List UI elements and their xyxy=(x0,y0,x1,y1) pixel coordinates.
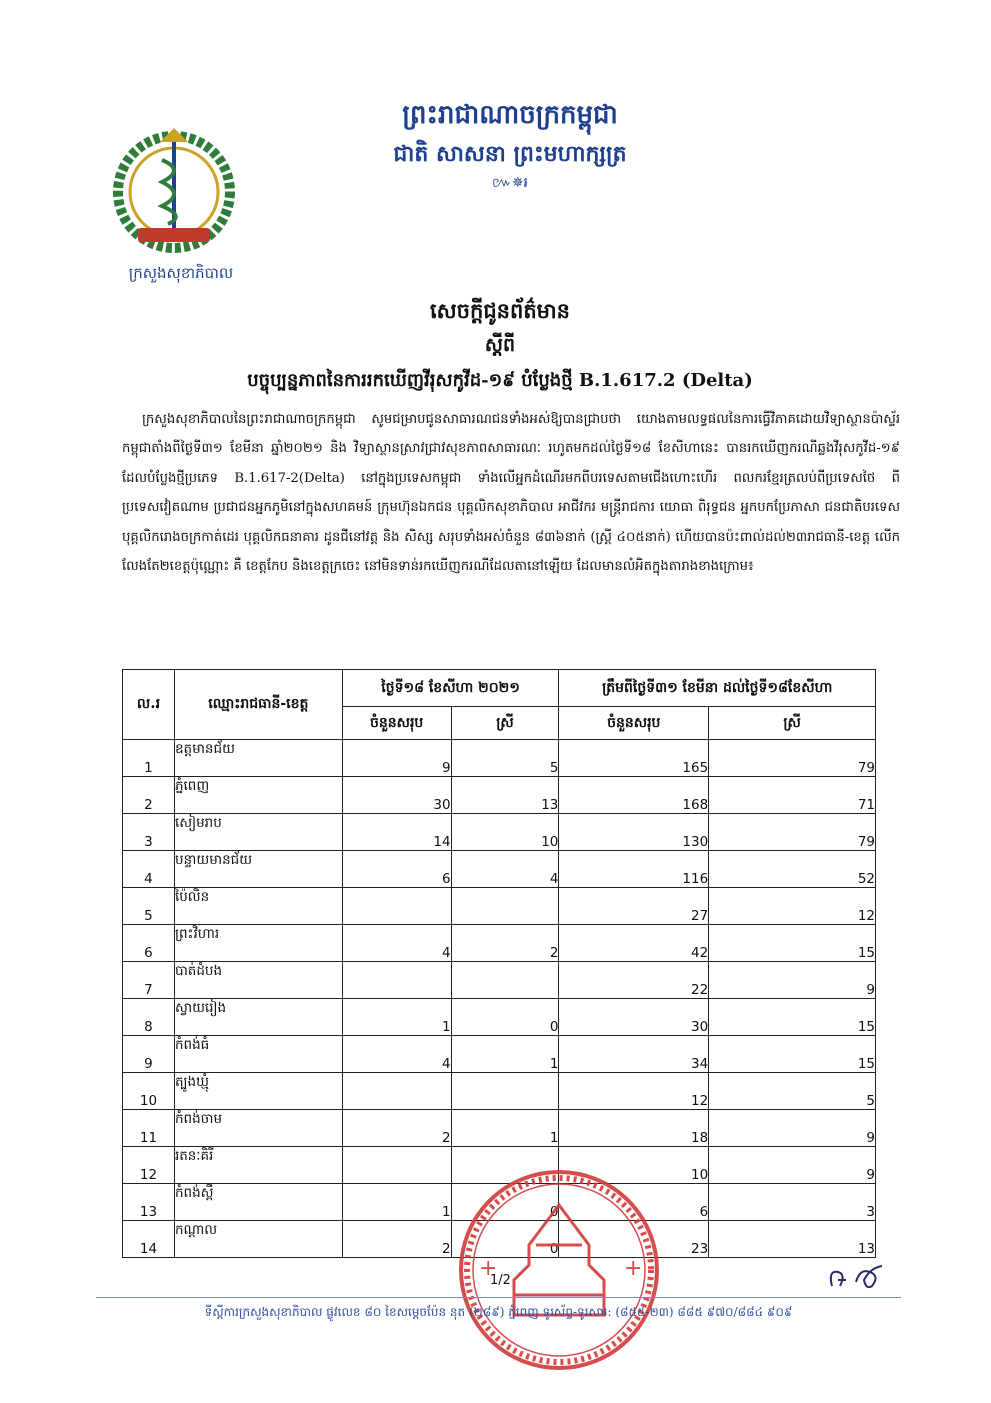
caduceus-icon xyxy=(160,128,188,232)
day-total: 2 xyxy=(342,1221,451,1258)
cum-total: 18 xyxy=(559,1110,709,1147)
cum-total: 116 xyxy=(559,851,709,888)
cum-total: 6 xyxy=(559,1184,709,1221)
cum-total: 27 xyxy=(559,888,709,925)
table-row xyxy=(123,925,876,962)
header-no: ល.រ xyxy=(123,670,175,740)
cum-female: 15 xyxy=(709,1036,876,1073)
cum-female: 15 xyxy=(709,925,876,962)
stamp-cross-left-icon: + xyxy=(479,1256,498,1281)
province-name: បាត់ដំបង xyxy=(174,962,342,999)
row-number: 2 xyxy=(123,777,175,814)
body-paragraph: ក្រសួងសុខាភិបាលនៃព្រះរាជាណាចក្រកម្ពុជា សូមជម្រាបជូនសាធារណជនទាំងអស់ឱ្យបានជ្រាបថា យោងតាមលទ្ធផលនៃការធ្វើវិភាគដោយវិទ្យាស្ថានប៉ាស្ទ័រកម្ពុជាតាំងពីថ្ងៃទី៣១ ខែមីនា ឆ្នាំ២០២១ និង វិទ្យាស្ថានស្រាវជ្រាវសុខភាពសាធារណៈ រហូតមកដល់ថ្ងៃទី១៨ ខែសីហានេះ បានរកឃើញករណីឆ្លងវីរុសកូវីដ-១៩ ដែលបំប្លែងថ្មីប្រភេទ B.1.617-2(Delta) នៅក្នុងប្រទេសកម្ពុជា ទាំងលើអ្នកដំណើរមកពីបរទេសតាមជើងហោះហើរ ពលករខ្មែរត្រលប់ពីប្រទេសថៃ ពីប្រទេសវៀតណាម ប្រជាជនអ្នកភូមិនៅក្នុងសហគមន៍ ក្រុមហ៊ុនឯកជន បុគ្គលិកសុខាភិបាល អាជីវករ មន្ត្រីរាជការ យោធា ពិរុទ្ធជន អ្នកបកប្រែភាសា ជនជាតិបរទេស បុគ្គលិករោងចក្រកាត់ដេរ បុគ្គលិកធនាគារ ដូនជីនៅវត្ត និង សិស្ស សរុបទាំងអស់ចំនួន ៨៣៦នាក់ (ស្ត្រី ៤០៥នាក់) ហើយបានប៉ះពាល់ដល់២៣រាជធានី-ខេត្ត លើកលែងតែ២ខេត្តប៉ុណ្ណោះ គឺ ខេត្តកែប និងខេត្តក្រចេះ នៅមិនទាន់រកឃើញករណីដែលតានៅឡើយ ដែលមានលំអិតក្នុងតារាងខាងក្រោម៖ xyxy=(122,412,900,575)
table-row xyxy=(123,888,876,925)
day-female: 1 xyxy=(451,1036,559,1073)
province-name: រតនៈគិរី xyxy=(174,1147,342,1184)
ministry-emblem xyxy=(104,120,244,260)
footer-divider xyxy=(96,1297,901,1298)
cum-total: 165 xyxy=(559,740,709,777)
province-name: ត្បូងឃ្មុំ xyxy=(174,1073,342,1110)
cum-female: 12 xyxy=(709,888,876,925)
table-row xyxy=(123,814,876,851)
province-name: បន្ទាយមានជ័យ xyxy=(174,851,342,888)
kingdom-heading: ព្រះរាជាណាចក្រកម្ពុជា xyxy=(402,100,618,130)
province-name: កំពង់ចាម xyxy=(174,1110,342,1147)
row-number: 12 xyxy=(123,1147,175,1184)
day-female: 0 xyxy=(451,1184,559,1221)
province-name: សៀមរាប xyxy=(174,814,342,851)
row-number: 6 xyxy=(123,925,175,962)
day-total: 9 xyxy=(342,740,451,777)
day-female: 10 xyxy=(451,814,559,851)
day-female: 1 xyxy=(451,1110,559,1147)
header-cum-total: ចំនួនសរុប xyxy=(559,707,709,740)
cum-total: 12 xyxy=(559,1073,709,1110)
cum-total: 168 xyxy=(559,777,709,814)
row-number: 9 xyxy=(123,1036,175,1073)
national-motto: ជាតិ សាសនា ព្រះមហាក្សត្រ xyxy=(393,141,627,167)
province-name: ព្រះវិហារ xyxy=(174,925,342,962)
day-total: 1 xyxy=(342,1184,451,1221)
cum-female: 5 xyxy=(709,1073,876,1110)
day-female xyxy=(451,888,559,925)
table-row xyxy=(123,1110,876,1147)
day-female: 13 xyxy=(451,777,559,814)
row-number: 14 xyxy=(123,1221,175,1258)
document-topic: បច្ចុប្បន្នភាពនៃការរកឃើញវីរុសកូវីដ-១៩ បំប្លែងថ្មី B.1.617.2 (Delta) xyxy=(247,370,753,391)
table-row xyxy=(123,1073,876,1110)
day-total: 4 xyxy=(342,1036,451,1073)
document-subtitle: ស្តីពី xyxy=(484,334,516,356)
day-total: 6 xyxy=(342,851,451,888)
cum-total: 34 xyxy=(559,1036,709,1073)
day-female: 2 xyxy=(451,925,559,962)
row-number: 13 xyxy=(123,1184,175,1221)
header-day-female: ស្រី xyxy=(451,707,559,740)
day-total xyxy=(342,888,451,925)
row-number: 1 xyxy=(123,740,175,777)
province-name: កណ្តាល xyxy=(174,1221,342,1258)
cum-female: 9 xyxy=(709,1147,876,1184)
header-day-group: ថ្ងៃទី១៨ ខែសីហា ២០២១ xyxy=(342,670,559,707)
cum-total: 30 xyxy=(559,999,709,1036)
cum-total: 42 xyxy=(559,925,709,962)
header-day-total: ចំនួនសរុប xyxy=(342,707,451,740)
table-row xyxy=(123,851,876,888)
day-total: 14 xyxy=(342,814,451,851)
cum-female: 3 xyxy=(709,1184,876,1221)
day-female xyxy=(451,962,559,999)
day-female: 0 xyxy=(451,1221,559,1258)
header-province: ឈ្មោះរាជធានី-ខេត្ត xyxy=(174,670,342,740)
stamp-cross-right-icon: + xyxy=(624,1256,643,1281)
ministry-name: ក្រសួងសុខាភិបាល xyxy=(128,264,234,282)
row-number: 5 xyxy=(123,888,175,925)
page-number: 1/2 xyxy=(490,1273,511,1288)
document-title: សេចក្តីជូនព័ត៌មាន xyxy=(430,298,570,323)
cum-female: 15 xyxy=(709,999,876,1036)
cum-total: 10 xyxy=(559,1147,709,1184)
table-row xyxy=(123,962,876,999)
province-name: ប៉ៃលិន xyxy=(174,888,342,925)
day-female xyxy=(451,1073,559,1110)
handwritten-initials xyxy=(826,1262,886,1294)
province-name: កំពង់ធំ xyxy=(174,1036,342,1073)
official-stamp xyxy=(454,1165,664,1375)
cum-total: 130 xyxy=(559,814,709,851)
header-cumulative-group: ត្រឹមពីថ្ងៃទី៣១ ខែមីនា ដល់ថ្ងៃទី១៨ខែសីហា xyxy=(559,670,876,707)
day-female: 0 xyxy=(451,999,559,1036)
header-ornament: ៚✵៛ xyxy=(492,175,528,191)
row-number: 10 xyxy=(123,1073,175,1110)
temple-icon xyxy=(514,1205,604,1315)
cum-female: 79 xyxy=(709,814,876,851)
cum-female: 9 xyxy=(709,1110,876,1147)
province-name: ឧត្តមានជ័យ xyxy=(174,740,342,777)
day-total: 1 xyxy=(342,999,451,1036)
table-row xyxy=(123,740,876,777)
day-total xyxy=(342,1147,451,1184)
table-row xyxy=(123,1036,876,1073)
cum-total: 22 xyxy=(559,962,709,999)
row-number: 4 xyxy=(123,851,175,888)
province-name: ស្វាយរៀង xyxy=(174,999,342,1036)
header-cum-female: ស្រី xyxy=(709,707,876,740)
emblem-ribbon xyxy=(138,228,210,242)
table-row xyxy=(123,777,876,814)
day-total: 30 xyxy=(342,777,451,814)
day-female: 4 xyxy=(451,851,559,888)
row-number: 8 xyxy=(123,999,175,1036)
day-female: 5 xyxy=(451,740,559,777)
row-number: 3 xyxy=(123,814,175,851)
day-total: 2 xyxy=(342,1110,451,1147)
footer-address: ទីស្តីការក្រសួងសុខាភិបាល ផ្លូវលេខ ៨០ ខៃសម្តេចប៉ែន នុត (២៨៩) ភ្នំពេញ ទូរស័ព្ទ-ទូរសារ: (៨៥៥-២៣) ៨៨៥ ៩៧០/៨៨៤ ៩០៩ xyxy=(204,1305,793,1319)
day-total xyxy=(342,962,451,999)
cum-female: 79 xyxy=(709,740,876,777)
day-total: 4 xyxy=(342,925,451,962)
cum-female: 13 xyxy=(709,1221,876,1258)
cum-total: 23 xyxy=(559,1221,709,1258)
cum-female: 71 xyxy=(709,777,876,814)
province-name: ភ្នំពេញ xyxy=(174,777,342,814)
province-name: កំពង់ស្ពឺ xyxy=(174,1184,342,1221)
cum-female: 9 xyxy=(709,962,876,999)
table-row xyxy=(123,999,876,1036)
row-number: 11 xyxy=(123,1110,175,1147)
day-total xyxy=(342,1073,451,1110)
row-number: 7 xyxy=(123,962,175,999)
cum-female: 52 xyxy=(709,851,876,888)
